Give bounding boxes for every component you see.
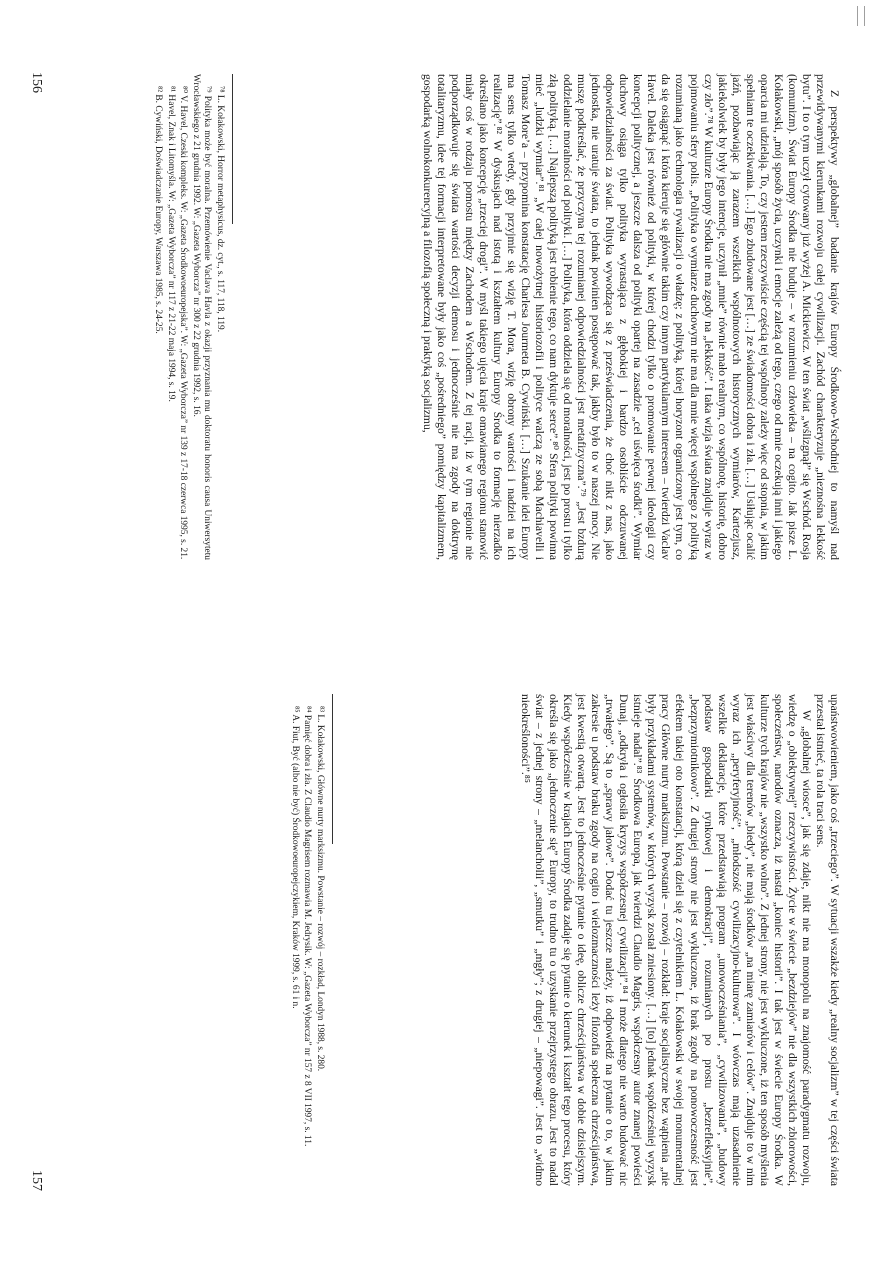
left-footnotes (150, 74, 225, 560)
footnote-79: ⁷⁹ Polityka może być moralna. Przemówienie Vaclava Havla z okazji przyznania mu doktoratu honoris causa Uniwersytetu Wrocławskiego z 21 grudnia 1992. W: „Gazeta Wyborcza” nr 300 z 22 grudnia 1992, s. 16. (190, 74, 213, 560)
right-paragraph-2: W „globalnej wiosce”, jak się zdaje, nikt nie ma monopolu na znajomość paradygmatu rozwoju, wiedzę o „obiektywnej” rzeczywistości. Życie w świecie „bezdziejów” nie dla wszystkich zbiorowości, społeczeństw, narodów oznacza, iż nastał „koniec historii”. I tak jest w świecie Europy Środka. W kulturze tych krajów nie „wszystko wolno”. Z jednej strony, nie jest wykluczone, iż ten sposób myślenia jest właściwy dla terenów „biedy”, nie mają środków „na miarę zamiarów i celów”. Znajduje to w nim wyraz ich „peryferyjność”, „młodszość cywilizacyjno-kulturowa”. I wówczas mają uzasadnienie wszelkie deklaracje, które przedstawiają program „unowocześniania”, „cywilizowania”, „budowy podstaw gospodarki rynkowej i demokracji”, rozumianych po prostu „bezrefleksyjnie”, „bezprzymiotnikowo”. Z drugiej strony nie jest wykluczone, iż brak zgody na ponowoczesność jest efektem takiej oto konstatacji, którą dzieli się z czytelnikiem L. Kołakowski w swojej monumentalnej pracy Główne nurty marksizmu. Powstanie – rozwój – rozkład: kraje socjalistyczne bez wątpienia „nie były przykładami systemów, w których wyzysk został zniesiony. […] [to] jednak współcześniej wyzysk istnieje nadal”.⁸³ Środkowa Europa, jak twierdzi Claudio Magris, współczesny autor znanej powieści Dunaj, „odkryła i ogłosiła kryzys współczesnej cywilizacji”.⁸⁴ I może dlatego nie warto budować nic „trwałego”. Są to „sprawy jałowe”. Dodać tu jeszcze należy, iż odpowiedź na pytanie o to, w jakim zakresie u podstaw braku zgody na cogito i wielozmaczności leży filozofia społeczna chrześcijaństwa, jest kwestią otwartą. Jest to jednocześnie pytanie o ideę, oblicze chrześcijaństwa w dobie dzisiejszym. Kiedy współcześnie w krajach Europy Środka zadaje się pytanie o kierunek i kształt tego procesu, który określa się jako „jednoczenie się” Europy, to trudno tu o uzyskanie przejrzystego obrazu. Jest to nadal świat – z jednej strony – „melancholii”, „smutku” i „mgły”; z drugiej – „niepowagi”. Jest to „widmo nieokreśloności”.⁸⁵ (518, 694, 813, 1186)
right-page-body (518, 694, 841, 1186)
footnote-78: ⁷⁸ L. Kołakowski, Horror metaphysicus, dz. cyt., s. 117, 118, 119. (215, 86, 225, 333)
right-paragraph-1: upaństwowieniem, jako coś „trzeciego”. W sytuacji wszakże kiedy „realny socjalizm” w tej części świata przestał istnieć, ta rola traci sens. (813, 694, 841, 1186)
footnote-80: ⁸⁰ V. Havel, Czeski kompleks. W: „Gazeta Środkowoeuropejska”. W: „Gazeta Wyborcza” nr 139 z 17-18 czerwca 1995, s. 21. (178, 86, 189, 560)
footnote-83: ⁸³ L. Kołakowski, Główne nurty marksizmu. Powstanie – rozwój – rozkład, Londyn 1988, s. 280. (315, 706, 325, 1072)
right-page-number: 157 (29, 1170, 44, 1191)
right-footnotes (287, 694, 325, 1186)
footnote-85: ⁸⁵ A. Fiut, Być (albo nie być) Środkowoeuropejczykiem, Kraków 1999, s. 61 i n. (289, 706, 300, 1009)
footnote-84: ⁸⁴ Pamięć dobra i zła. Z Claudio Magrisem rozmawia M. Jedrysik. W: „Gazeta Wyborcza” nr 157 z 8 VII 1997, s. 11. (302, 706, 313, 1147)
left-page (0, 12, 893, 612)
footnote-82: ⁸² B. Cywiński, Doświadczanie Europy, Warszawa 1985, s. 24-25. (153, 86, 164, 334)
left-page-body (420, 74, 841, 560)
left-paragraph-1: Z perspektywy „globalnej” badanie krajów Europy Środkowo-Wschodniej to namyśl nad przewidywanymi kierunkami rozwoju całej cywilizacji. Zachód charakteryzuje „nieznośna lekkość bytu”. I to o tym uczył cytowany już wyżej A. Mickiewicz. W ten świat „wślizgnął” się Wschód. Rosja (komunizm). Świat Europy Środka nie buduje – w rozumieniu człowieka – na cogito. Jak pisze L. Kołakowski, „mój sposób życia, uczynki i emocje zależą od tego, czego od mnie oczekują inni i jakiego oparcia mi udzielają. To, czy jestem rzeczywiście częścią tej wspólnoty zależy więc od stopnia, w jakim spełniam te oczekiwania. […] Ego zbudowane jest […] ze świadomości dobra i zła. […] Usiłując ocalić jaźń, pozbawiając ją zarazem wszelkich wspólnotowych historycznych wymiarów, Kartezjusz, jakiekolwiek by były jego intencje, uczynił „mnie” równie mało realnym, co wspólnotę, historię, dobro czy zło”.⁷⁸ W kulturze Europy Środka nie ma zgody na „lekkość”. I taka wizja świata znajduje wyraz w pojmowaniu sfery polis. „Polityka o wymiarze duchowym nie ma dla mnie więcej wspólnego z polityką rozumianą jako technologia rywalizacji o władzę; z polityką, której horyzont ograniczony jest tym, co da się osiągnąć i która kieruje się głównie takim czy innym partykularnym interesem – twierdzi Vaclav Havel. Daleka jest również od polityki, w której chodzi tylko o promowanie pewnej ideologii czy koncepcji politycznej, a jeszcze dalsza od polityki opartej na zasadzie „cel uświęca środki”. Wymiar duchowy osiąga tylko polityka wyrastająca z głębokiej i bardzo osobliście odczuwanej odpowiedzialności za świat. Polityka wywodząca się z przeświadczenia, że choć nikt z nas, jako jednostka, nie uratuje świata, to jednak powinien postępować tak, jakby było to w naszej mocy. Nie muszę podkreślać, że przyczyna tej rozumianej odpowiedzialności jest metafizyczna”.⁷⁹ „Jest bzdurą oddzielanie moralności od polityki. […] Polityka, która oddziela się od moralności, jest po prostu i tylko złą polityką. […] Najlepszą polityką jest robienie tego, co nam dyktuje serce”.⁸⁰ Sfera polityki powinna mieć „ludzki wymiar”.⁸¹ „W całej nowożytnej historiozofii i polityce walczą ze sobą Machiavelli i Tomasz More’a – przypomina konstatację Charlesa Jourmeta B. Cywiński. […] Szukanie idei Europy ma sens tylko wtedy, gdy przyjmie się wizję T. Mora, wizję obrony wartości i nadziei na ich realizację”.⁸² W dyskusjach nad istotą i kształtem kultury Europy Środka to formację nierzadko określano jako koncepcję „trzeciej drogi”. W myśl takiego ujęcia kraje omawianego regionu stanowić miały coś w rodzaju pomostu między Zachodem a Wschodem. Z tej racji, iż w tym regionie nie podporządkowuje się świata wartości decyzji demosu i jednocześnie nie ma zgody na doktrynę totalitaryzmu, idee tej formacji interpretowane były jako coś „pośredniego” pomiędzy kapitalizmem, gospodarką wolnokonkurencyjną a filozofią społeczną i praktyką socjalizmu, (420, 74, 841, 560)
right-footnote-rule (332, 694, 333, 844)
right-page (0, 650, 893, 1250)
left-footnote-rule (232, 74, 233, 224)
footnote-81: ⁸¹ Havel, Znak i Litomyśla. W: „Gazeta Wyborcza” nr 117 z 21-22 maja 1994, s. 19. (165, 86, 176, 402)
left-page-number: 156 (29, 72, 44, 93)
